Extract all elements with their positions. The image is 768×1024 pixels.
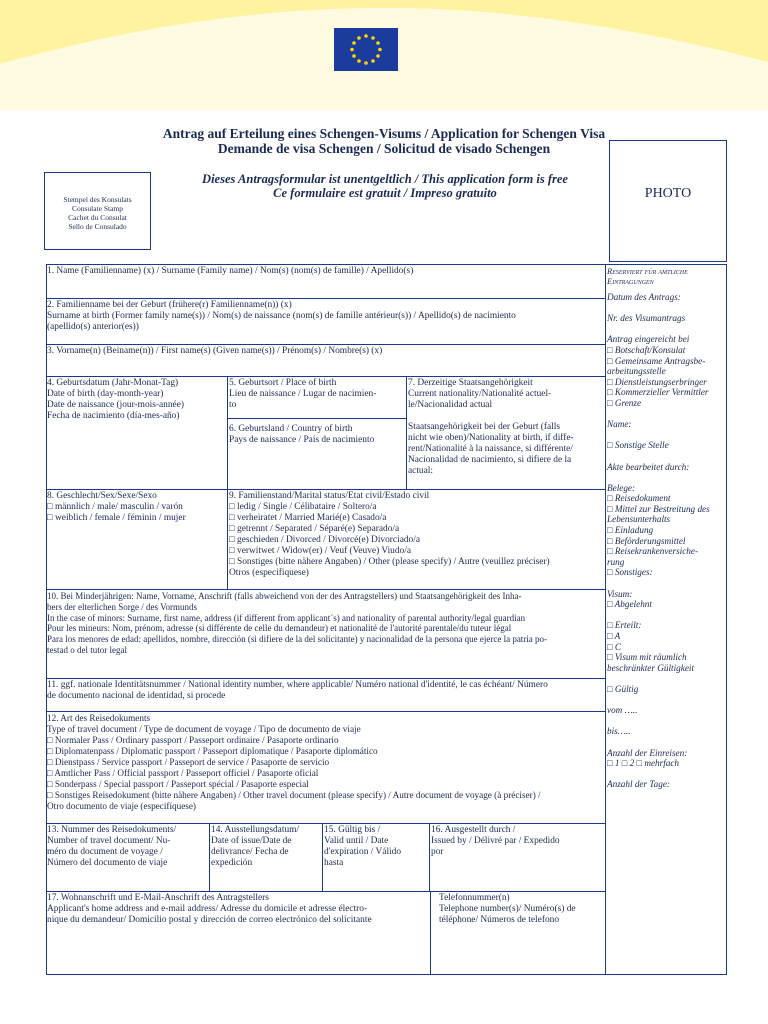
row-divider (46, 678, 605, 679)
row-divider (46, 344, 605, 345)
free-notice-line-1: Dieses Antragsformular ist unentgeltlich / This application form is free (202, 172, 568, 186)
field-14-date-of-issue[interactable]: 14. Ausstellungsdatum/ Date of issue/Date de delivrance/ Fecha de expedición (211, 825, 300, 868)
field-3-first-names[interactable]: 3. Vorname(n) (Beiname(n)) / First name(s) (Given name(s)) / Prénom(s) / Nombre(s) (x) (47, 346, 383, 356)
field-8-sex[interactable]: 8. Geschlecht/Sex/Sexe/Sexo □ männlich / male/ masculin / varón □ weiblich / female / féminin / mujer (47, 491, 186, 523)
row-divider (46, 891, 605, 892)
form-title-line-2: Demande de visa Schengen / Solicitud de visado Schengen (217, 141, 551, 156)
row-divider (46, 376, 605, 377)
photo-box (609, 140, 727, 262)
cell-divider (227, 418, 406, 419)
eu-flag-icon (334, 28, 398, 71)
stamp-label-es: Sello de Consulado (68, 222, 127, 231)
col-divider (406, 376, 407, 489)
field-6-country-of-birth[interactable]: 6. Geburtsland / Country of birth Pays de naissance / País de nacimiento (229, 424, 375, 445)
sidebar-official-entries: Datum des Antrags: Nr. des Visumantrags Antrag eingereicht bei □ Botschaft/Konsulat □ Gemeinsame Antragsbe- arbeitungsstelle □ Dienstleistungserbringer □ Kommerzieller Vermittler □ Grenze Name: □ Sonstige Stelle Akte bearbeitet durch: Belege: □ Reisedokument □ Mittel zur Bestreitung des Lebensunterhalts □ Einladung □ Beförderungsmittel □ Reisekrankenversiche- rung □ Sonstiges: Visum: □ Abgelehnt □ Erteilt: □ A □ C □ Visum mit räumlich beschränkter Gültigkeit □ Gültig vom ….. bis….. Anzahl der Einreisen: □ 1 □ 2 □ mehrfach Anzahl der Tage: (607, 292, 710, 790)
row-divider (46, 298, 605, 299)
field-17-home-address[interactable]: 17. Wohnanschrift und E-Mail-Anschrift des Antragstellers Applicant's home address and e-mail address/ Adresse du domicile et adresse électro- nique du demandeur/ Domicilio postal y dirección de correo electrónico del solicitante (47, 893, 372, 925)
col-divider (209, 823, 210, 891)
field-1-surname[interactable]: 1. Name (Familienname) (x) / Surname (Family name) / Nom(s) (nom(s) de famille) / Apellido(s) (47, 266, 414, 276)
field-5-place-of-birth[interactable]: 5. Geburtsort / Place of birth Lieu de naissance / Lugar de nacimien- to (229, 378, 377, 410)
row-divider (46, 823, 605, 824)
field-10-parental-authority[interactable]: 10. Bei Minderjährigen: Name, Vorname, Anschrift (falls abweichend von der des Antragstellers) und Staatsangehörigkeit des Inha- bers der elterlichen Sorge / des Vormunds In the case of minors: Surname, first name, address (if different from applicant´s) and nationality of parental authority/legal guardian Pour les mineurs: Nom, prénom, adresse (si différente de celle du demandeur) et nationalité de l'autorité parentale/du tuteur légal Para los menores de edad: apellidos, nombre, dirección (si difiere de la del solicitante) y nacionalidad de la persona que ejerce la patria po- testad o del tutor legal (47, 591, 548, 655)
free-notice-line-2: Ce formulaire est gratuit / Impreso gratuito (273, 186, 497, 200)
field-11-national-id[interactable]: 11. ggf. nationale Identitätsnummer / National identity number, where applicable/ Numéro national d'identité, le cas échéant/ Número de documento nacional de identidad, si procede (47, 680, 548, 701)
field-4-date-of-birth[interactable]: 4. Geburtsdatum (Jahr-Monat-Tag) Date of birth (day-month-year) Date de naissance (jour-mois-année) Fecha de nacimiento (día-mes-año) (47, 378, 184, 421)
field-7-nationality[interactable]: 7. Derzeitige Staatsangehörigkeit Current nationality/Nationalité actuel- le/Nacionalidad actual Staatsangehörigkeit bei der Geburt (falls nicht wie oben)/Nationality at birth, if diffe- rent/Nationalité à la naissance, si différente/ Nacionalidad de nacimiento, si difiere de la actual: (408, 378, 574, 476)
col-divider (227, 376, 228, 489)
stamp-label-en: Consulate Stamp (71, 204, 124, 213)
field-12-travel-document-type[interactable]: 12. Art des Reisedokuments Type of travel document / Type de document de voyage / Tipo de documento de viaje □ Normaler Pass / Ordinary passport / Passeport ordinaire / Pasaporte ordinario □ Diplomatenpass / Diplomatic passport / Passeport diplomatique / Pasaporte diplomático □ Dienstpass / Service passport / Passeport de service / Pasaporte de servicio □ Amtlicher Pass / Official passport / Passeport officiel / Pasaporte oficial □ Sonderpass / Special passport / Passeport spécial / Pasaporte especial □ Sonstiges Reisedokument (bitte nähere Angaben) / Other travel document (please specify) / Autre document de voyage (à préciser) / Otro documento de viaje (especifíquese) (47, 713, 541, 811)
col-divider (430, 891, 431, 975)
stamp-label-fr: Cachet du Consulat (68, 213, 127, 222)
field-2-surname-at-birth[interactable]: 2. Familienname bei der Geburt (frühere(r) Familienname(n)) (x) Surname at birth (Former family name(s)) / Nom(s) de naissance (nom(s) de famille antérieur(s)) / Apellido(s) de nacimiento (apellido(s) anterior(es)) (47, 300, 516, 332)
col-divider (429, 823, 430, 891)
field-17-telephone[interactable]: Telefonnummer(n) Telephone number(s)/ Numéro(s) de téléphone/ Números de telefono (439, 893, 576, 925)
sidebar-heading: Reserviert für amtliche Eintragungen (607, 266, 688, 286)
row-divider (46, 711, 605, 712)
photo-label: PHOTO (644, 186, 692, 201)
field-9-marital-status[interactable]: 9. Familienstand/Marital status/Etat civil/Estado civil □ ledig / Single / Célibataire / Soltero/a □ verheiratet / Married Marié(e) Casado/a □ getrennt / Separated / Séparé(e) Separado/a □ geschieden / Divorced / Divorcé(e) Divorciado/a □ verwitwet / Widow(er) / Veuf (Veuve) Viudo/a □ Sonstiges (bitte nähere Angaben) / Other (please specify) / Autre (veuillez préciser) Otros (especifiquese) (229, 491, 550, 578)
row-divider (46, 589, 605, 590)
consulate-stamp-box (44, 172, 151, 250)
field-16-issued-by[interactable]: 16. Ausgestellt durch / Issued by / Délivré par / Expedido por (431, 825, 560, 857)
form-title-line-1: Antrag auf Erteilung eines Schengen-Visums / Application for Schengen Visa (162, 126, 606, 141)
col-divider (322, 823, 323, 891)
col-divider (227, 489, 228, 589)
row-divider (46, 489, 605, 490)
field-15-valid-until[interactable]: 15. Gültig bis / Valid until / Date d'expiration / Válido hasta (324, 825, 402, 868)
stamp-label-de: Stempel des Konsulats (63, 195, 132, 204)
field-13-document-number[interactable]: 13. Nummer des Reisedokuments/ Number of travel document/ Nu- méro du document de voyage / Número del documento de viaje (47, 825, 177, 868)
